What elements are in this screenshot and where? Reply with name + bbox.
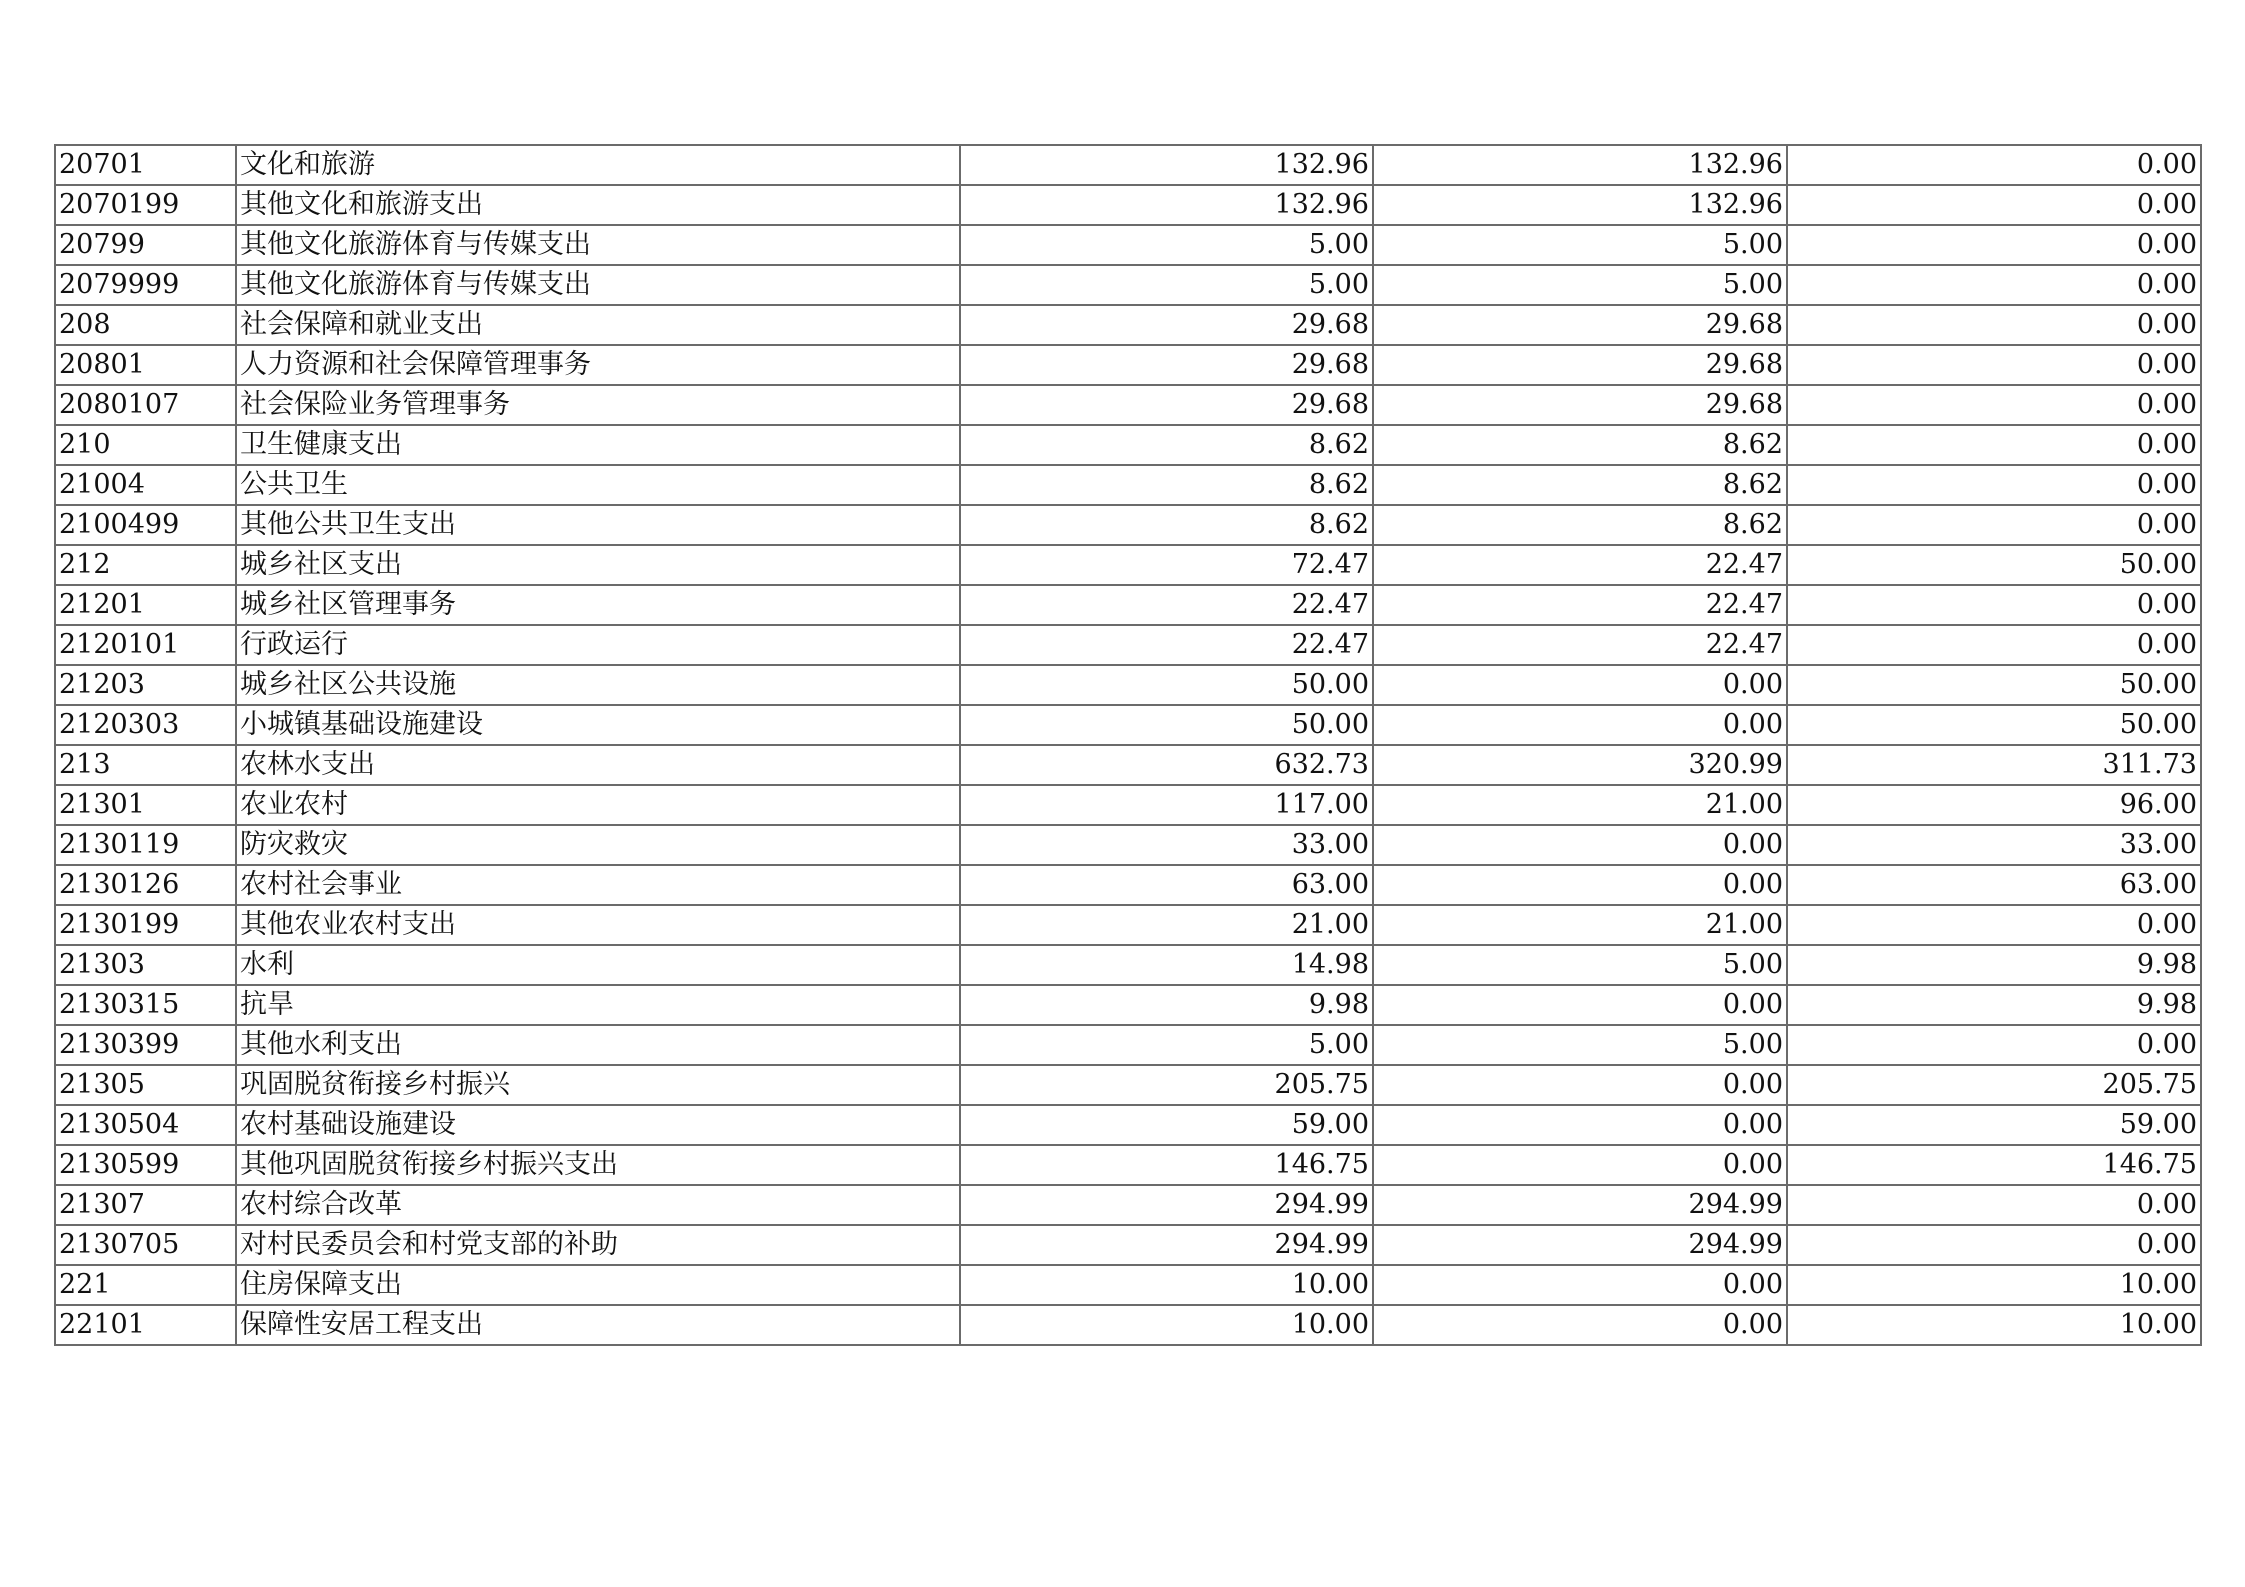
project-expenditure-cell: 0.00 <box>1787 625 2201 665</box>
item-name-cell: 小城镇基础设施建设 <box>236 705 960 745</box>
project-expenditure-cell: 59.00 <box>1787 1105 2201 1145</box>
basic-expenditure-cell: 29.68 <box>1373 305 1787 345</box>
basic-expenditure-cell: 132.96 <box>1373 145 1787 185</box>
code-cell: 213 <box>55 745 236 785</box>
code-cell: 21305 <box>55 1065 236 1105</box>
item-name-cell: 卫生健康支出 <box>236 425 960 465</box>
item-name-cell: 其他公共卫生支出 <box>236 505 960 545</box>
total-cell: 63.00 <box>960 865 1373 905</box>
code-cell: 221 <box>55 1265 236 1305</box>
table-row <box>55 465 2201 505</box>
code-cell: 22101 <box>55 1305 236 1345</box>
item-name-cell: 其他文化和旅游支出 <box>236 185 960 225</box>
total-cell: 8.62 <box>960 505 1373 545</box>
basic-expenditure-cell: 21.00 <box>1373 785 1787 825</box>
code-cell: 2100499 <box>55 505 236 545</box>
project-expenditure-cell: 50.00 <box>1787 545 2201 585</box>
basic-expenditure-cell: 22.47 <box>1373 585 1787 625</box>
project-expenditure-cell: 0.00 <box>1787 225 2201 265</box>
code-cell: 208 <box>55 305 236 345</box>
project-expenditure-cell: 0.00 <box>1787 1025 2201 1065</box>
item-name-cell: 城乡社区管理事务 <box>236 585 960 625</box>
code-cell: 2130599 <box>55 1145 236 1185</box>
item-name-cell: 其他农业农村支出 <box>236 905 960 945</box>
code-cell: 21203 <box>55 665 236 705</box>
total-cell: 8.62 <box>960 425 1373 465</box>
basic-expenditure-cell: 8.62 <box>1373 465 1787 505</box>
table-row <box>55 505 2201 545</box>
basic-expenditure-cell: 22.47 <box>1373 625 1787 665</box>
table-body <box>55 145 2201 1345</box>
total-cell: 29.68 <box>960 385 1373 425</box>
item-name-cell: 农村社会事业 <box>236 865 960 905</box>
basic-expenditure-cell: 29.68 <box>1373 385 1787 425</box>
total-cell: 29.68 <box>960 345 1373 385</box>
table-row <box>55 705 2201 745</box>
basic-expenditure-cell: 0.00 <box>1373 1065 1787 1105</box>
code-cell: 2070199 <box>55 185 236 225</box>
total-cell: 10.00 <box>960 1305 1373 1345</box>
basic-expenditure-cell: 29.68 <box>1373 345 1787 385</box>
total-cell: 22.47 <box>960 625 1373 665</box>
table-row <box>55 1025 2201 1065</box>
basic-expenditure-cell: 21.00 <box>1373 905 1787 945</box>
table-row <box>55 985 2201 1025</box>
table-row <box>55 1305 2201 1345</box>
code-cell: 2120303 <box>55 705 236 745</box>
code-cell: 2130119 <box>55 825 236 865</box>
basic-expenditure-cell: 0.00 <box>1373 1145 1787 1185</box>
code-cell: 21201 <box>55 585 236 625</box>
project-expenditure-cell: 50.00 <box>1787 705 2201 745</box>
code-cell: 210 <box>55 425 236 465</box>
basic-expenditure-cell: 5.00 <box>1373 1025 1787 1065</box>
total-cell: 72.47 <box>960 545 1373 585</box>
total-cell: 10.00 <box>960 1265 1373 1305</box>
item-name-cell: 农业农村 <box>236 785 960 825</box>
basic-expenditure-cell: 0.00 <box>1373 985 1787 1025</box>
basic-expenditure-cell: 294.99 <box>1373 1185 1787 1225</box>
table-row <box>55 545 2201 585</box>
total-cell: 50.00 <box>960 705 1373 745</box>
code-cell: 2130199 <box>55 905 236 945</box>
basic-expenditure-cell: 5.00 <box>1373 265 1787 305</box>
total-cell: 294.99 <box>960 1185 1373 1225</box>
project-expenditure-cell: 96.00 <box>1787 785 2201 825</box>
total-cell: 132.96 <box>960 145 1373 185</box>
total-cell: 132.96 <box>960 185 1373 225</box>
table-row <box>55 745 2201 785</box>
item-name-cell: 社会保障和就业支出 <box>236 305 960 345</box>
table-row <box>55 865 2201 905</box>
table-row <box>55 1065 2201 1105</box>
table-row <box>55 185 2201 225</box>
item-name-cell: 文化和旅游 <box>236 145 960 185</box>
table-row <box>55 1145 2201 1185</box>
basic-expenditure-cell: 8.62 <box>1373 505 1787 545</box>
basic-expenditure-cell: 0.00 <box>1373 1105 1787 1145</box>
item-name-cell: 其他水利支出 <box>236 1025 960 1065</box>
project-expenditure-cell: 0.00 <box>1787 1225 2201 1265</box>
total-cell: 8.62 <box>960 465 1373 505</box>
table-row <box>55 665 2201 705</box>
table-row <box>55 1225 2201 1265</box>
code-cell: 20799 <box>55 225 236 265</box>
item-name-cell: 巩固脱贫衔接乡村振兴 <box>236 1065 960 1105</box>
item-name-cell: 保障性安居工程支出 <box>236 1305 960 1345</box>
basic-expenditure-cell: 5.00 <box>1373 945 1787 985</box>
project-expenditure-cell: 10.00 <box>1787 1305 2201 1345</box>
project-expenditure-cell: 0.00 <box>1787 385 2201 425</box>
item-name-cell: 公共卫生 <box>236 465 960 505</box>
project-expenditure-cell: 33.00 <box>1787 825 2201 865</box>
total-cell: 5.00 <box>960 225 1373 265</box>
table-row <box>55 825 2201 865</box>
total-cell: 5.00 <box>960 265 1373 305</box>
table-row <box>55 785 2201 825</box>
item-name-cell: 农村基础设施建设 <box>236 1105 960 1145</box>
total-cell: 33.00 <box>960 825 1373 865</box>
total-cell: 21.00 <box>960 905 1373 945</box>
basic-expenditure-cell: 0.00 <box>1373 665 1787 705</box>
item-name-cell: 防灾救灾 <box>236 825 960 865</box>
code-cell: 21307 <box>55 1185 236 1225</box>
project-expenditure-cell: 0.00 <box>1787 585 2201 625</box>
item-name-cell: 其他巩固脱贫衔接乡村振兴支出 <box>236 1145 960 1185</box>
project-expenditure-cell: 9.98 <box>1787 945 2201 985</box>
code-cell: 2080107 <box>55 385 236 425</box>
table-row <box>55 625 2201 665</box>
basic-expenditure-cell: 132.96 <box>1373 185 1787 225</box>
code-cell: 21303 <box>55 945 236 985</box>
item-name-cell: 水利 <box>236 945 960 985</box>
code-cell: 2130504 <box>55 1105 236 1145</box>
basic-expenditure-cell: 0.00 <box>1373 825 1787 865</box>
project-expenditure-cell: 0.00 <box>1787 1185 2201 1225</box>
total-cell: 294.99 <box>960 1225 1373 1265</box>
project-expenditure-cell: 311.73 <box>1787 745 2201 785</box>
code-cell: 2130315 <box>55 985 236 1025</box>
total-cell: 5.00 <box>960 1025 1373 1065</box>
code-cell: 21004 <box>55 465 236 505</box>
table-row <box>55 265 2201 305</box>
item-name-cell: 住房保障支出 <box>236 1265 960 1305</box>
project-expenditure-cell: 10.00 <box>1787 1265 2201 1305</box>
item-name-cell: 农林水支出 <box>236 745 960 785</box>
table-row <box>55 585 2201 625</box>
project-expenditure-cell: 0.00 <box>1787 305 2201 345</box>
table-row <box>55 145 2201 185</box>
item-name-cell: 对村民委员会和村党支部的补助 <box>236 1225 960 1265</box>
project-expenditure-cell: 0.00 <box>1787 185 2201 225</box>
project-expenditure-cell: 0.00 <box>1787 265 2201 305</box>
table-row <box>55 225 2201 265</box>
table-row <box>55 1185 2201 1225</box>
code-cell: 2130705 <box>55 1225 236 1265</box>
code-cell: 20701 <box>55 145 236 185</box>
item-name-cell: 城乡社区公共设施 <box>236 665 960 705</box>
total-cell: 59.00 <box>960 1105 1373 1145</box>
code-cell: 2130399 <box>55 1025 236 1065</box>
basic-expenditure-cell: 8.62 <box>1373 425 1787 465</box>
item-name-cell: 人力资源和社会保障管理事务 <box>236 345 960 385</box>
project-expenditure-cell: 0.00 <box>1787 425 2201 465</box>
table-row <box>55 905 2201 945</box>
total-cell: 14.98 <box>960 945 1373 985</box>
project-expenditure-cell: 0.00 <box>1787 465 2201 505</box>
basic-expenditure-cell: 294.99 <box>1373 1225 1787 1265</box>
project-expenditure-cell: 146.75 <box>1787 1145 2201 1185</box>
total-cell: 146.75 <box>960 1145 1373 1185</box>
project-expenditure-cell: 0.00 <box>1787 505 2201 545</box>
code-cell: 212 <box>55 545 236 585</box>
table-row <box>55 1105 2201 1145</box>
table-row <box>55 385 2201 425</box>
item-name-cell: 农村综合改革 <box>236 1185 960 1225</box>
item-name-cell: 其他文化旅游体育与传媒支出 <box>236 225 960 265</box>
total-cell: 632.73 <box>960 745 1373 785</box>
basic-expenditure-cell: 0.00 <box>1373 1305 1787 1345</box>
table-row <box>55 425 2201 465</box>
total-cell: 22.47 <box>960 585 1373 625</box>
code-cell: 2079999 <box>55 265 236 305</box>
basic-expenditure-cell: 0.00 <box>1373 865 1787 905</box>
basic-expenditure-cell: 22.47 <box>1373 545 1787 585</box>
table-row <box>55 345 2201 385</box>
code-cell: 2120101 <box>55 625 236 665</box>
project-expenditure-cell: 50.00 <box>1787 665 2201 705</box>
total-cell: 9.98 <box>960 985 1373 1025</box>
basic-expenditure-cell: 5.00 <box>1373 225 1787 265</box>
basic-expenditure-cell: 0.00 <box>1373 1265 1787 1305</box>
table-row <box>55 305 2201 345</box>
item-name-cell: 社会保险业务管理事务 <box>236 385 960 425</box>
project-expenditure-cell: 205.75 <box>1787 1065 2201 1105</box>
total-cell: 205.75 <box>960 1065 1373 1105</box>
basic-expenditure-cell: 0.00 <box>1373 705 1787 745</box>
code-cell: 2130126 <box>55 865 236 905</box>
project-expenditure-cell: 0.00 <box>1787 905 2201 945</box>
project-expenditure-cell: 63.00 <box>1787 865 2201 905</box>
basic-expenditure-cell: 320.99 <box>1373 745 1787 785</box>
project-expenditure-cell: 9.98 <box>1787 985 2201 1025</box>
item-name-cell: 其他文化旅游体育与传媒支出 <box>236 265 960 305</box>
total-cell: 29.68 <box>960 305 1373 345</box>
total-cell: 117.00 <box>960 785 1373 825</box>
expenditure-table <box>54 144 2202 1346</box>
table-row <box>55 945 2201 985</box>
code-cell: 21301 <box>55 785 236 825</box>
table-row <box>55 1265 2201 1305</box>
project-expenditure-cell: 0.00 <box>1787 145 2201 185</box>
project-expenditure-cell: 0.00 <box>1787 345 2201 385</box>
total-cell: 50.00 <box>960 665 1373 705</box>
code-cell: 20801 <box>55 345 236 385</box>
item-name-cell: 城乡社区支出 <box>236 545 960 585</box>
item-name-cell: 抗旱 <box>236 985 960 1025</box>
item-name-cell: 行政运行 <box>236 625 960 665</box>
